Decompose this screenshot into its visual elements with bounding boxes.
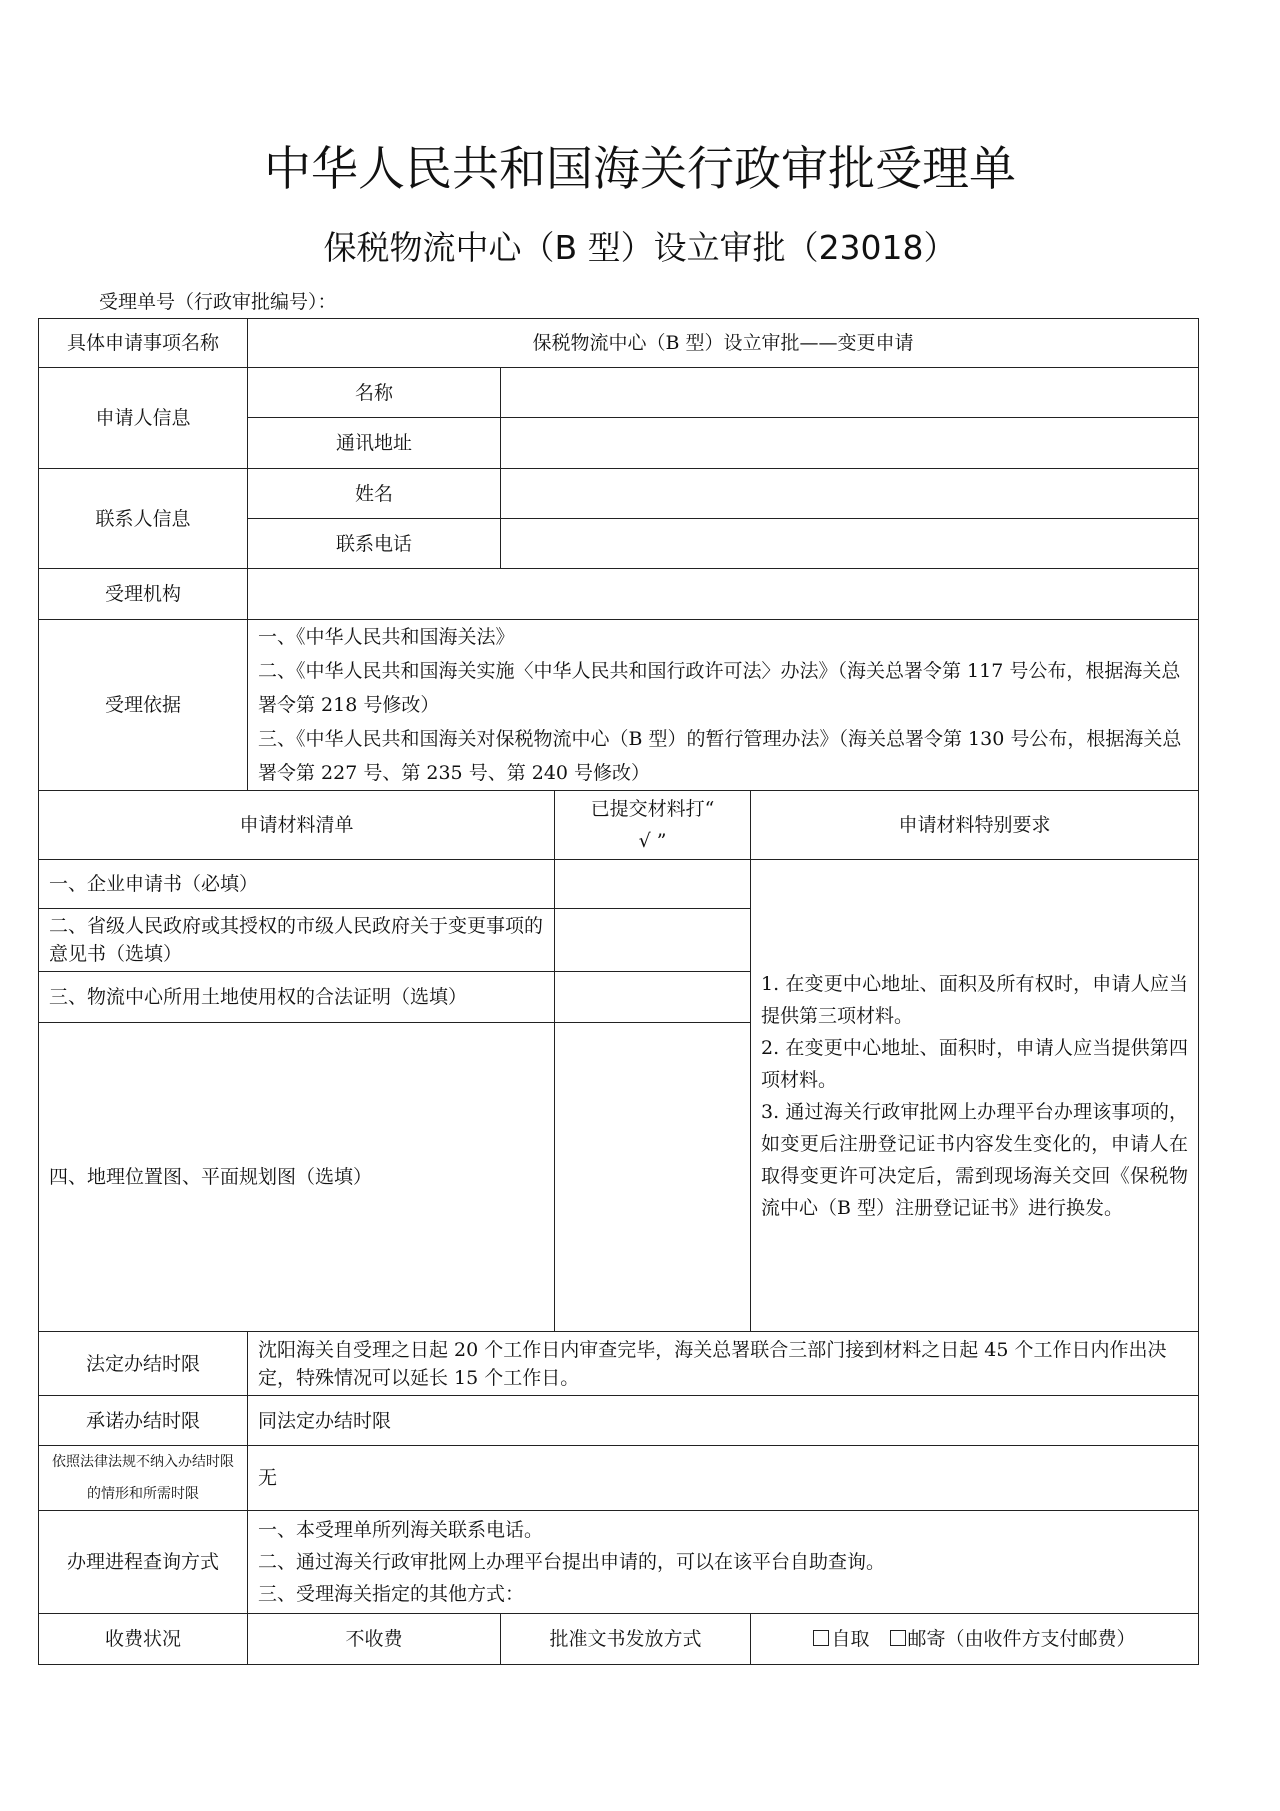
contact-info-label: 联系人信息 [39, 469, 248, 569]
contact-phone-field[interactable] [501, 519, 1199, 569]
material-check-3[interactable] [555, 972, 751, 1023]
query-line: 二、通过海关行政审批网上办理平台提出申请的，可以在该平台自助查询。 [258, 1551, 886, 1573]
basis-line: 二、《中华人民共和国海关实施〈中华人民共和国行政许可法〉办法》（海关总署令第 117 号公布，根据海关总署令第 218 号修改） [258, 660, 1181, 716]
delivery-label: 批准文书发放方式 [501, 1614, 751, 1665]
page-subtitle: 保税物流中心（B 型）设立审批（23018） [323, 228, 957, 267]
promised-limit-label: 承诺办结时限 [39, 1396, 248, 1446]
basis-content [248, 620, 1199, 791]
row-agency [39, 569, 1199, 620]
promised-limit-value: 同法定办结时限 [248, 1396, 1199, 1446]
option-mail[interactable]: 邮寄（由收件方支付邮费） [890, 1628, 1136, 1650]
applicant-name-label: 名称 [248, 368, 501, 418]
option-self-pickup[interactable]: 自取 [813, 1628, 869, 1650]
row-item-name [39, 319, 1199, 368]
applicant-name-field[interactable] [501, 368, 1199, 418]
basis-line: 一、《中华人民共和国海关法》 [258, 626, 515, 648]
material-check-2[interactable] [555, 909, 751, 972]
row-materials-header [39, 791, 1199, 860]
row-promised-limit [39, 1396, 1199, 1446]
requirement-line: 2. 在变更中心地址、面积时，申请人应当提供第四项材料。 [761, 1036, 1189, 1091]
query-label: 办理进程查询方式 [39, 1511, 248, 1614]
materials-requirements-header: 申请材料特别要求 [751, 791, 1199, 860]
excluded-time-value: 无 [248, 1446, 1199, 1511]
fee-label: 收费状况 [39, 1614, 248, 1665]
fee-value: 不收费 [248, 1614, 501, 1665]
contact-name-field[interactable] [501, 469, 1199, 519]
agency-field[interactable] [248, 569, 1199, 620]
row-material-1 [39, 860, 1199, 909]
item-name-value: 保税物流中心（B 型）设立审批——变更申请 [248, 319, 1199, 368]
material-check-1[interactable] [555, 860, 751, 909]
agency-label: 受理机构 [39, 569, 248, 620]
query-line: 一、本受理单所列海关联系电话。 [258, 1519, 544, 1541]
row-fee [39, 1614, 1199, 1665]
materials-submitted-header: 已提交材料打“ √ ” [555, 791, 751, 860]
approval-form-table [38, 318, 1199, 1665]
checkbox-icon[interactable] [890, 1630, 906, 1646]
applicant-address-label: 通讯地址 [248, 418, 501, 469]
legal-limit-label: 法定办结时限 [39, 1332, 248, 1396]
contact-name-label: 姓名 [248, 469, 501, 519]
legal-limit-value: 沈阳海关自受理之日起 20 个工作日内审查完毕，海关总署联合三部门接到材料之日起 45 个工作日内作出决定，特殊情况可以延长 15 个工作日。 [248, 1332, 1199, 1396]
row-excluded-time [39, 1446, 1199, 1511]
requirement-line: 1. 在变更中心地址、面积及所有权时，申请人应当提供第三项材料。 [761, 972, 1189, 1027]
page-title: 中华人民共和国海关行政审批受理单 [264, 142, 1016, 197]
material-item: 一、企业申请书（必填） [39, 860, 555, 909]
query-content [248, 1511, 1199, 1614]
material-check-4[interactable] [555, 1023, 751, 1332]
contact-phone-label: 联系电话 [248, 519, 501, 569]
delivery-options [751, 1614, 1199, 1665]
applicant-info-label: 申请人信息 [39, 368, 248, 469]
basis-line: 三、《中华人民共和国海关对保税物流中心（B 型）的暂行管理办法》（海关总署令第 130 号公布，根据海关总署令第 227 号、第 235 号、第 240 号修改） [258, 728, 1182, 784]
row-basis [39, 620, 1199, 791]
accept-number-label: 受理单号（行政审批编号）： [99, 291, 337, 313]
material-item: 四、地理位置图、平面规划图（选填） [39, 1023, 555, 1332]
query-line: 三、受理海关指定的其他方式： [258, 1583, 525, 1605]
basis-label: 受理依据 [39, 620, 248, 791]
material-item: 二、省级人民政府或其授权的市级人民政府关于变更事项的意见书（选填） [39, 909, 555, 972]
row-contact-name [39, 469, 1199, 519]
excluded-time-label: 依照法律法规不纳入办结时限的情形和所需时限 [39, 1446, 248, 1511]
row-applicant-name [39, 368, 1199, 418]
applicant-address-field[interactable] [501, 418, 1199, 469]
row-legal-limit [39, 1332, 1199, 1396]
row-query [39, 1511, 1199, 1614]
material-item: 三、物流中心所用土地使用权的合法证明（选填） [39, 972, 555, 1023]
requirement-line: 3. 通过海关行政审批网上办理平台办理该事项的，如变更后注册登记证书内容发生变化的，申请人在取得变更许可决定后，需到现场海关交回《保税物流中心（B 型）注册登记证书》进行换发。 [761, 1100, 1189, 1219]
materials-requirements [751, 860, 1199, 1332]
item-name-label: 具体申请事项名称 [39, 319, 248, 368]
checkbox-icon[interactable] [813, 1630, 829, 1646]
materials-list-header: 申请材料清单 [39, 791, 555, 860]
